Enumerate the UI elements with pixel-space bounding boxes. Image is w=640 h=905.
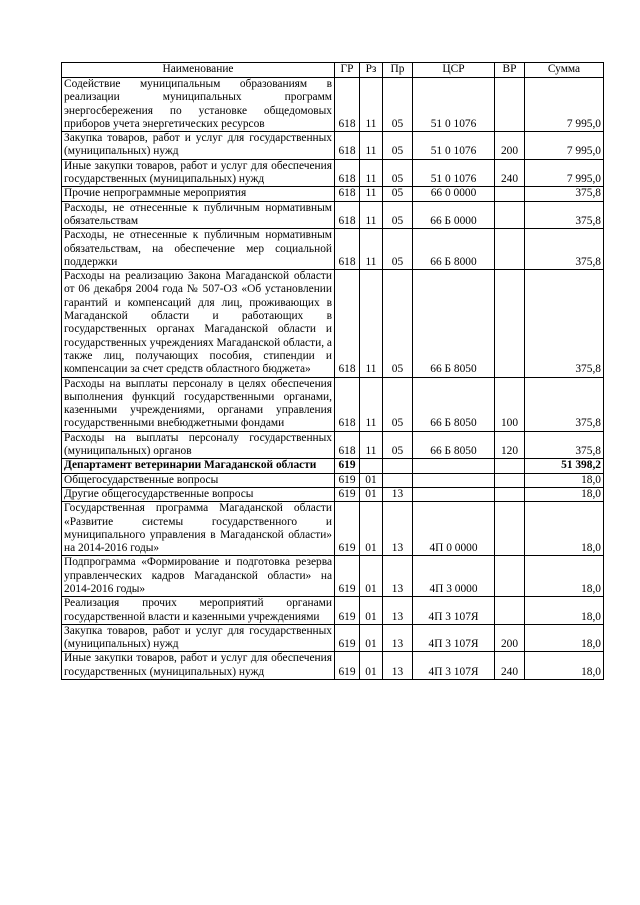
table-row — [62, 556, 604, 597]
cell-gr: 619 — [335, 624, 360, 652]
cell-rz: 01 — [360, 502, 383, 556]
cell-rz — [360, 459, 383, 473]
cell-csr: 66 Б 8050 — [413, 377, 495, 431]
cell-name: Государственная программа Магаданской области «Развитие системы государственного и муниципального управления в Магаданской области» на 2014-2016 годы» — [62, 502, 335, 556]
cell-sum: 375,8 — [525, 187, 604, 201]
cell-name: Расходы на выплаты персоналу в целях обеспечения выполнения функций государственными органами, казенными учреждениями, органами управления государственными внебюджетными фондами — [62, 377, 335, 431]
cell-pr: 13 — [383, 624, 413, 652]
cell-sum: 7 995,0 — [525, 132, 604, 160]
cell-rz: 11 — [360, 159, 383, 187]
cell-rz: 11 — [360, 201, 383, 229]
table-row — [62, 459, 604, 473]
cell-gr: 619 — [335, 652, 360, 680]
cell-pr: 05 — [383, 377, 413, 431]
cell-gr: 619 — [335, 459, 360, 473]
cell-csr: 66 Б 8000 — [413, 229, 495, 270]
cell-pr: 05 — [383, 229, 413, 270]
cell-rz: 01 — [360, 487, 383, 501]
cell-sum: 18,0 — [525, 652, 604, 680]
cell-csr: 66 Б 8050 — [413, 270, 495, 377]
cell-pr: 05 — [383, 270, 413, 377]
cell-gr: 618 — [335, 187, 360, 201]
cell-pr: 05 — [383, 159, 413, 187]
cell-rz: 11 — [360, 377, 383, 431]
document-page — [61, 62, 603, 680]
cell-vr: 200 — [495, 624, 525, 652]
cell-name: Закупка товаров, работ и услуг для государственных (муниципальных) нужд — [62, 132, 335, 160]
cell-gr: 619 — [335, 502, 360, 556]
cell-sum: 18,0 — [525, 487, 604, 501]
cell-pr — [383, 473, 413, 487]
header-rz: Рз — [360, 63, 383, 78]
header-pr: Пр — [383, 63, 413, 78]
cell-vr — [495, 473, 525, 487]
cell-name: Прочие непрограммные мероприятия — [62, 187, 335, 201]
cell-gr: 618 — [335, 377, 360, 431]
cell-vr — [495, 229, 525, 270]
cell-sum: 18,0 — [525, 597, 604, 625]
cell-csr: 4П 3 0000 — [413, 556, 495, 597]
cell-csr: 4П 3 107Я — [413, 597, 495, 625]
cell-csr: 51 0 1076 — [413, 132, 495, 160]
table-row — [62, 652, 604, 680]
header-vr: ВР — [495, 63, 525, 78]
cell-vr — [495, 459, 525, 473]
cell-csr: 4П 0 0000 — [413, 502, 495, 556]
cell-gr: 619 — [335, 556, 360, 597]
cell-rz: 01 — [360, 652, 383, 680]
cell-gr: 618 — [335, 270, 360, 377]
table-row — [62, 597, 604, 625]
table-row — [62, 431, 604, 459]
budget-table — [61, 62, 604, 680]
cell-rz: 11 — [360, 132, 383, 160]
cell-rz: 01 — [360, 597, 383, 625]
header-sum: Сумма — [525, 63, 604, 78]
cell-name: Другие общегосударственные вопросы — [62, 487, 335, 501]
cell-name: Иные закупки товаров, работ и услуг для обеспечения государственных (муниципальных) нужд — [62, 159, 335, 187]
cell-sum: 18,0 — [525, 502, 604, 556]
cell-sum: 375,8 — [525, 431, 604, 459]
cell-vr: 100 — [495, 377, 525, 431]
cell-vr — [495, 78, 525, 132]
cell-rz: 01 — [360, 556, 383, 597]
cell-vr — [495, 502, 525, 556]
cell-gr: 619 — [335, 487, 360, 501]
cell-name: Расходы, не отнесенные к публичным нормативным обязательствам — [62, 201, 335, 229]
cell-name: Общегосударственные вопросы — [62, 473, 335, 487]
header-gr: ГР — [335, 63, 360, 78]
cell-gr: 618 — [335, 201, 360, 229]
cell-name: Расходы, не отнесенные к публичным нормативным обязательствам, на обеспечение мер социальной поддержки — [62, 229, 335, 270]
cell-vr — [495, 270, 525, 377]
header-csr: ЦСР — [413, 63, 495, 78]
cell-gr: 618 — [335, 159, 360, 187]
cell-csr — [413, 487, 495, 501]
cell-rz: 01 — [360, 624, 383, 652]
cell-pr: 05 — [383, 132, 413, 160]
table-row — [62, 377, 604, 431]
cell-pr: 13 — [383, 597, 413, 625]
cell-csr — [413, 459, 495, 473]
cell-pr: 05 — [383, 78, 413, 132]
cell-sum: 7 995,0 — [525, 159, 604, 187]
cell-sum: 375,8 — [525, 377, 604, 431]
cell-pr — [383, 459, 413, 473]
cell-vr — [495, 201, 525, 229]
table-row — [62, 78, 604, 132]
cell-name: Реализация прочих мероприятий органами государственной власти и казенными учреждениями — [62, 597, 335, 625]
cell-csr: 51 0 1076 — [413, 159, 495, 187]
cell-sum: 375,8 — [525, 229, 604, 270]
table-row — [62, 487, 604, 501]
cell-pr: 13 — [383, 556, 413, 597]
cell-rz: 11 — [360, 270, 383, 377]
cell-rz: 01 — [360, 473, 383, 487]
cell-name: Содействие муниципальным образованиям в реализации муниципальных программ энергосбережения по установке общедомовых приборов учета энергетических ресурсов — [62, 78, 335, 132]
cell-rz: 11 — [360, 229, 383, 270]
cell-vr: 240 — [495, 159, 525, 187]
cell-sum: 51 398,2 — [525, 459, 604, 473]
cell-sum: 18,0 — [525, 556, 604, 597]
cell-gr: 619 — [335, 597, 360, 625]
cell-rz: 11 — [360, 187, 383, 201]
cell-csr: 4П 3 107Я — [413, 624, 495, 652]
cell-sum: 18,0 — [525, 624, 604, 652]
cell-csr: 66 Б 0000 — [413, 201, 495, 229]
cell-vr — [495, 556, 525, 597]
cell-gr: 619 — [335, 473, 360, 487]
table-row — [62, 270, 604, 377]
cell-name: Закупка товаров, работ и услуг для государственных (муниципальных) нужд — [62, 624, 335, 652]
cell-csr: 4П 3 107Я — [413, 652, 495, 680]
cell-vr — [495, 487, 525, 501]
cell-gr: 618 — [335, 229, 360, 270]
cell-pr: 05 — [383, 187, 413, 201]
cell-vr: 200 — [495, 132, 525, 160]
cell-vr: 120 — [495, 431, 525, 459]
cell-pr: 13 — [383, 652, 413, 680]
cell-name: Иные закупки товаров, работ и услуг для обеспечения государственных (муниципальных) нужд — [62, 652, 335, 680]
cell-sum: 7 995,0 — [525, 78, 604, 132]
cell-vr — [495, 597, 525, 625]
cell-csr: 66 Б 8050 — [413, 431, 495, 459]
table-row — [62, 201, 604, 229]
cell-pr: 13 — [383, 502, 413, 556]
table-row — [62, 229, 604, 270]
cell-csr — [413, 473, 495, 487]
cell-csr: 51 0 1076 — [413, 78, 495, 132]
cell-pr: 13 — [383, 487, 413, 501]
cell-name: Расходы на выплаты персоналу государственных (муниципальных) органов — [62, 431, 335, 459]
cell-gr: 618 — [335, 132, 360, 160]
cell-rz: 11 — [360, 431, 383, 459]
cell-sum: 375,8 — [525, 270, 604, 377]
cell-name: Подпрограмма «Формирование и подготовка резерва управленческих кадров Магаданской области» на 2014-2016 годы» — [62, 556, 335, 597]
cell-vr — [495, 187, 525, 201]
cell-name: Расходы на реализацию Закона Магаданской области от 06 декабря 2004 года № 507-ОЗ «Об установлении гарантий и компенсаций для лиц, проживающих в Магаданской области и работающих в государственных органах Магаданской области и государственных учреждениях Магаданской области, а также лиц, получающих пособия, стипендии и компенсации за счет средств областного бюджета» — [62, 270, 335, 377]
cell-pr: 05 — [383, 201, 413, 229]
table-row — [62, 624, 604, 652]
table-row — [62, 187, 604, 201]
cell-pr: 05 — [383, 431, 413, 459]
cell-vr: 240 — [495, 652, 525, 680]
header-name: Наименование — [62, 63, 335, 78]
cell-name: Департамент ветеринарии Магаданской области — [62, 459, 335, 473]
table-row — [62, 132, 604, 160]
table-row — [62, 159, 604, 187]
table-row — [62, 473, 604, 487]
table-row — [62, 502, 604, 556]
cell-gr: 618 — [335, 78, 360, 132]
cell-csr: 66 0 0000 — [413, 187, 495, 201]
cell-gr: 618 — [335, 431, 360, 459]
cell-sum: 18,0 — [525, 473, 604, 487]
table-header-row — [62, 63, 604, 78]
cell-sum: 375,8 — [525, 201, 604, 229]
cell-rz: 11 — [360, 78, 383, 132]
